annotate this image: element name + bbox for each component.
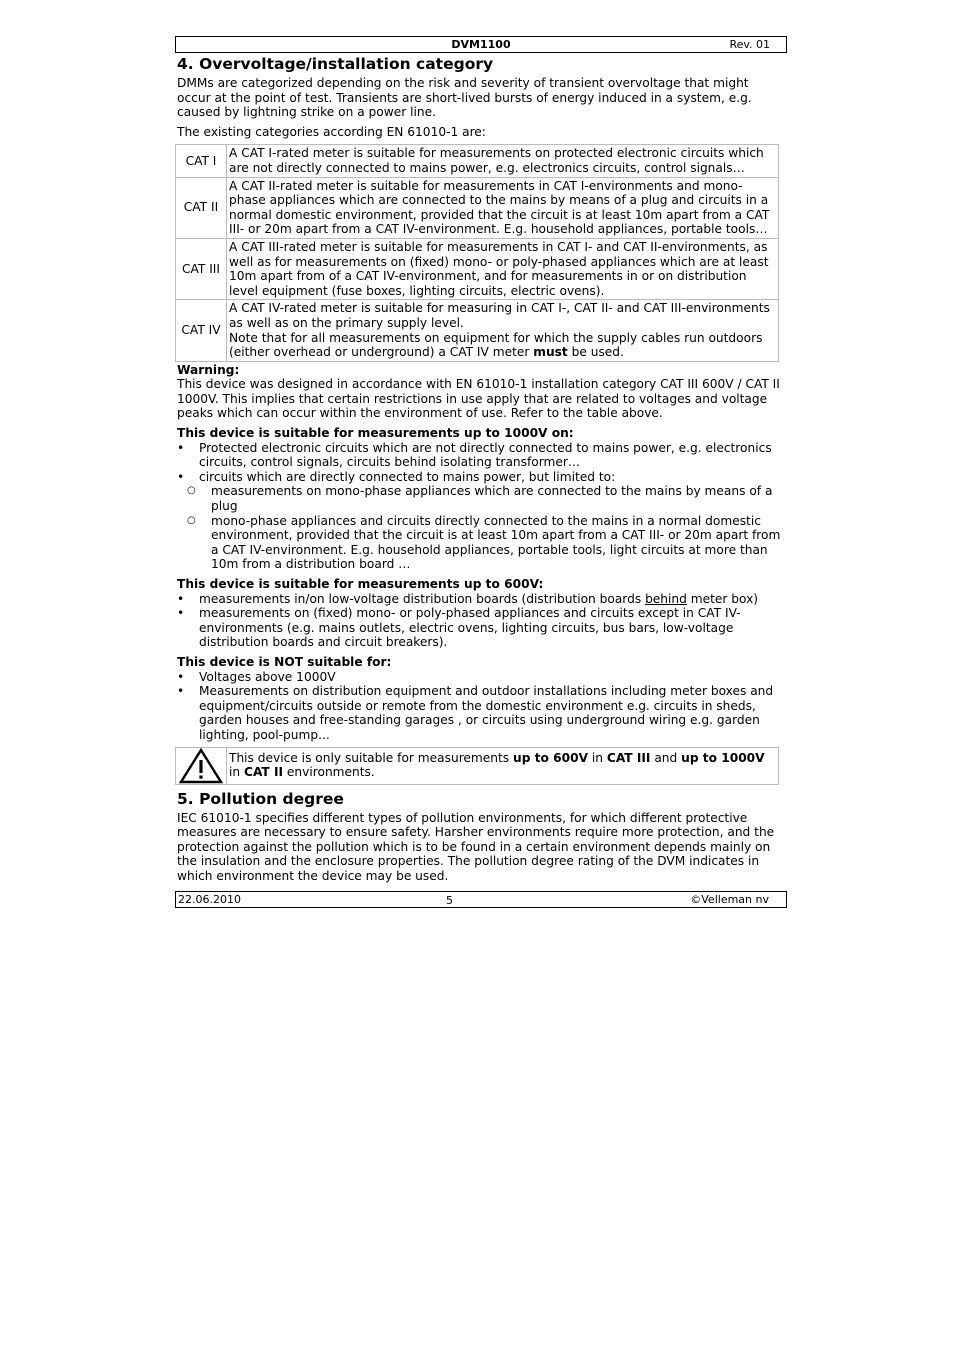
list-item: • circuits which are directly connected to mains power, but limited to:: [177, 470, 781, 485]
list-item: • Voltages above 1000V: [177, 670, 781, 685]
note-emphasis: must: [533, 345, 568, 360]
box-bold: CAT II: [244, 765, 284, 780]
list-item: • Protected electronic circuits which are not directly connected to mains power, e.g. electronics circuits, control signals, circuits behind isolating transformer…: [177, 441, 781, 470]
note-text: Note that for all measurements on equipment for which the supply cables run outdoors (either overhead or underground) a CAT IV meter: [229, 330, 763, 360]
box-bold: CAT III: [606, 750, 651, 765]
box-bold: up to 1000V: [681, 750, 765, 765]
rating-text: [227, 748, 778, 784]
item-text: measurements in/on low-voltage distribution boards (distribution boards: [199, 591, 646, 606]
list-item: ○ measurements on mono-phase appliances which are connected to the mains by means of a plug: [177, 484, 781, 513]
page-header: [175, 36, 787, 53]
footer-date: 22.06.2010: [178, 892, 241, 906]
footer-copyright: ©Velleman nv: [690, 892, 769, 906]
warning-triangle-icon: [179, 748, 223, 784]
page-content: [175, 55, 781, 884]
table-row: [176, 300, 779, 361]
up-1000v-title: This device is suitable for measurements up to 1000V on:: [177, 426, 574, 441]
table-row: [176, 145, 779, 177]
up-600v-title: This device is suitable for measurements up to 600V:: [177, 577, 544, 591]
warning-triangle-icon: [176, 748, 227, 784]
up-1000v-list: [177, 441, 781, 485]
category-label: CAT II: [176, 177, 227, 238]
list-item: [177, 592, 781, 607]
section-4-intro: DMMs are categorized depending on the risk and severity of transient overvoltage that might occur at the point of test. Transients are short-lived bursts of energy induced in a system, e.g. caused by lightning strike on a power line.: [177, 76, 752, 120]
not-suitable-title: This device is NOT suitable for:: [177, 654, 392, 669]
category-table: [175, 144, 779, 361]
list-item: • Measurements on distribution equipment and outdoor installations including meter boxes and equipment/circuits outside or remote from the domestic environment e.g. circuits in sheds, garden houses and free-standing garages , or circuits using underground wiring e.g. garden lighting, pool-pump...: [177, 684, 781, 742]
section-4-title: 4. Overvoltage/installation category: [177, 55, 494, 73]
manual-page: [175, 36, 787, 908]
table-row: [176, 177, 779, 238]
box-bold: up to 600V: [513, 750, 589, 765]
category-label: CAT III: [176, 238, 227, 299]
table-row: [176, 238, 779, 299]
item-text-end: meter box): [686, 591, 759, 606]
category-label: CAT IV: [176, 300, 227, 361]
cat-iv-note: [229, 331, 776, 360]
category-label: CAT I: [176, 145, 227, 177]
page-number: 5: [446, 893, 453, 907]
item-underlined: behind: [645, 591, 687, 606]
note-text-end: be used.: [567, 345, 624, 360]
rating-box: [175, 747, 779, 785]
list-item: ○ mono-phase appliances and circuits directly connected to the mains in a normal domestic environment, provided that the circuit is at least 10m apart from a CAT III- or 20m apart from a CAT IV-environment. E.g. household appliances, portable tools, light circuits at more than 10m from a distribution board …: [177, 514, 781, 572]
model-name: DVM1100: [451, 38, 511, 51]
category-description: A CAT III-rated meter is suitable for measurements in CAT I- and CAT II-environments, as well as for measurements on (fixed) mono- or poly-phased appliances which are at least 10m apart from of a CAT IV-environment, and for measurements in or on distribution level equipment (fuse boxes, lighting circuits, electric ovens).: [227, 238, 779, 299]
box-text: in: [229, 765, 244, 780]
cat-iv-text: A CAT IV-rated meter is suitable for measuring in CAT I-, CAT II- and CAT III-environments as well as on the primary supply level.: [229, 301, 770, 330]
category-description: A CAT I-rated meter is suitable for measurements on protected electronic circuits which are not directly connected to mains power, e.g. electronics circuits, control signals…: [227, 145, 779, 177]
section-5-text: IEC 61010-1 specifies different types of pollution environments, for which different protective measures are necessary to ensure safety. Harsher environments require more protection, and the protection against the pollution which is to be found in a certain environment depends mainly on the insulation and the enclosure properties. The pollution degree rating of the DVM indicates in which environment the device may be used.: [177, 810, 775, 883]
up-600v-list: [177, 592, 781, 650]
box-text: This device is only suitable for measurements: [229, 750, 514, 765]
category-description: [227, 300, 779, 361]
box-text: environments.: [283, 765, 375, 780]
revision: Rev. 01: [729, 38, 770, 51]
category-description: A CAT II-rated meter is suitable for measurements in CAT I-environments and mono-phase appliances which are connected to the mains by means of a plug and circuits in a normal domestic environment, provided that the circuit is at least 10m apart from a CAT III- or 20m apart from a CAT IV-environment. E.g. household appliances, portable tools…: [227, 177, 779, 238]
list-item: • measurements on (fixed) mono- or poly-phased appliances and circuits except in CAT IV-environments (e.g. mains outlets, electric ovens, lighting circuits, bus bars, low-voltage distribution boards and circuit breakers).: [177, 606, 781, 650]
categories-lead: The existing categories according EN 61010-1 are:: [177, 124, 486, 139]
not-suitable-list: [177, 670, 781, 743]
section-5-title: 5. Pollution degree: [177, 789, 344, 808]
up-1000v-sublist: [177, 484, 781, 572]
box-text: and: [650, 750, 682, 765]
box-text: in: [588, 750, 607, 765]
warning-label: Warning:: [177, 362, 240, 377]
warning-text: This device was designed in accordance with EN 61010-1 installation category CAT III 600V / CAT II 1000V. This implies that certain restrictions in use apply that are related to voltages and voltage peaks which can occur within the environment of use. Refer to the table above.: [177, 377, 780, 421]
page-footer: [175, 891, 787, 908]
